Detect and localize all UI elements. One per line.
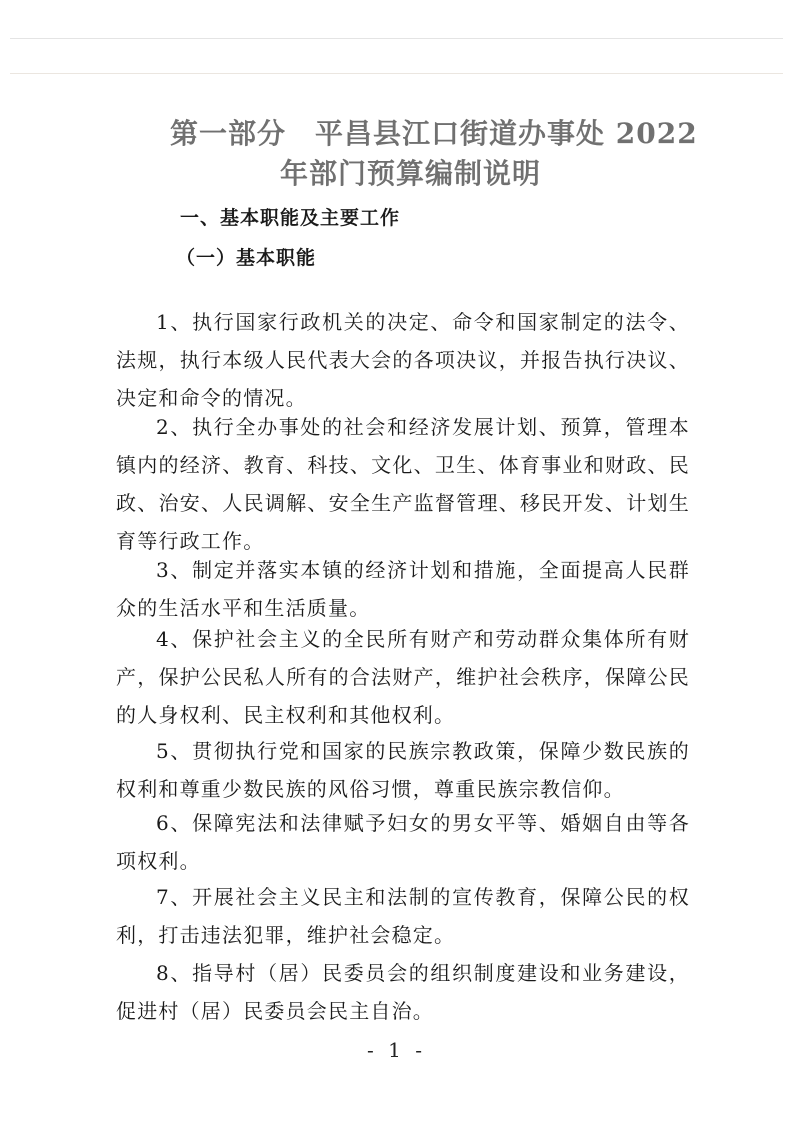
document-title-line-1: 第一部分 平昌县江口街道办事处 2022 xyxy=(170,117,698,150)
section-subheading: （一）基本职能 xyxy=(176,247,317,269)
paragraph-item-7: 7、开展社会主义民主和法制的宣传教育，保障公民的权利，打击违法犯罪，维护社会稳定。 xyxy=(116,885,690,947)
scan-edge-line xyxy=(10,73,783,74)
paragraph-item-5: 5、贯彻执行党和国家的民族宗教政策，保障少数民族的权利和尊重少数民族的风俗习惯，尊重民族宗教信仰。 xyxy=(116,739,690,801)
paragraph-item-8: 8、指导村（居）民委员会的组织制度建设和业务建设，促进村（居）民委员会民主自治。 xyxy=(116,961,690,1023)
paragraph-item-3: 3、制定并落实本镇的经济计划和措施，全面提高人民群众的生活水平和生活质量。 xyxy=(116,558,690,620)
document-title-line-2: 年部门预算编制说明 xyxy=(280,157,542,190)
paragraph-item-6: 6、保障宪法和法律赋予妇女的男女平等、婚姻自由等各项权利。 xyxy=(116,811,690,873)
paragraph-item-2: 2、执行全办事处的社会和经济发展计划、预算，管理本镇内的经济、教育、科技、文化、卫生、体育事业和财政、民政、治安、人民调解、安全生产监督管理、移民开发、计划生育等行政工作。 xyxy=(116,415,690,553)
scan-edge-line xyxy=(10,38,783,39)
paragraph-item-4: 4、保护社会主义的全民所有财产和劳动群众集体所有财产，保护公民私人所有的合法财产，维护社会秩序，保障公民的人身权利、民主权利和其他权利。 xyxy=(116,627,690,727)
section-heading: 一、基本职能及主要工作 xyxy=(180,207,401,229)
paragraph-item-1: 1、执行国家行政机关的决定、命令和国家制定的法令、法规，执行本级人民代表大会的各项决议，并报告执行决议、决定和命令的情况。 xyxy=(116,310,690,410)
page-number: - 1 - xyxy=(367,1038,426,1062)
